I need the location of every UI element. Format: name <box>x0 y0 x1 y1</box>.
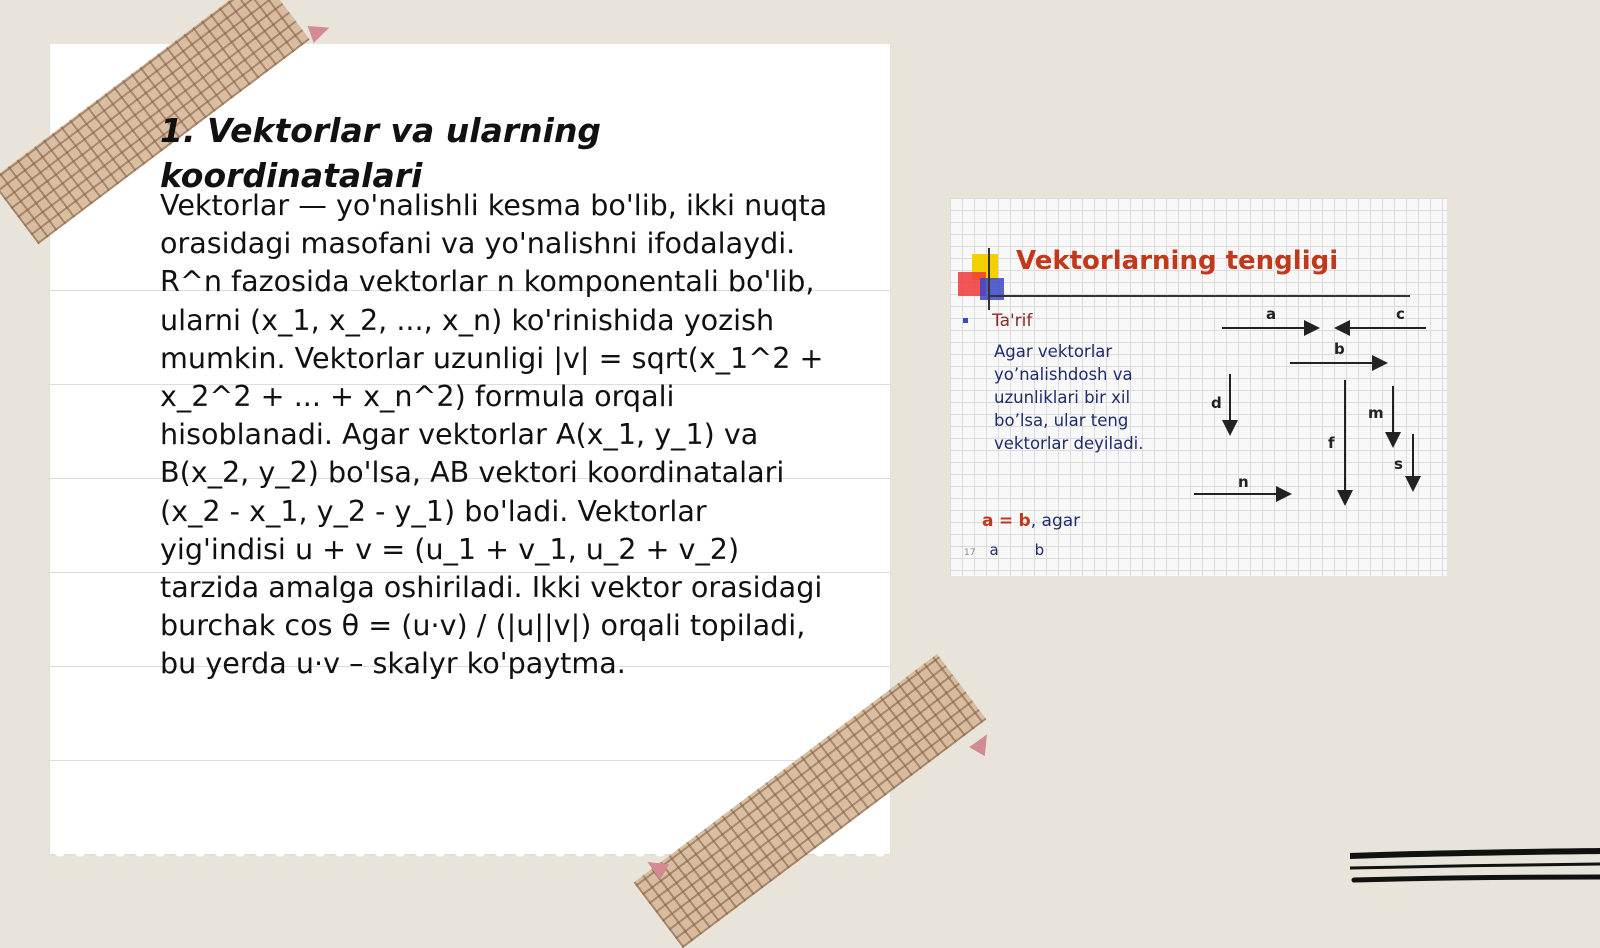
slide-title: 1. Vektorlar va ularning koordinatalari <box>160 111 602 195</box>
slide-body-text: Vektorlar — yo'nalishli kesma bo'lib, ikki nuqta orasidagi masofani va yo'nalishni ifodalaydi. R^n fazosida vektorlar n komponentali bo'lib, ularni (x_1, x_2, ..., x_n) ko'rinishida yozish mumkin. Vektorlar uzunligi |v| = sqrt(x_1^2 + x_2^2 + ... + x_n^2) formula orqali hisoblanadi. Agar vektorlar A(x_1, y_1) va B(x_2, y_2) bo'lsa, AB vektori koordinatalari (x_2 - x_1, y_2 - y_1) bo'ladi. Vektorlar yig'indisi u + v = (u_1 + v_1, u_2 + v_2) tarzida amalga oshiriladi. Ikki vektor orasidagi burchak cos θ = (u·v) / (|u||v|) orqali topiladi, bu yerda u·v – skalyr ko'paytma. <box>160 188 828 681</box>
condition-equals-sign: = <box>998 511 1014 531</box>
pink-pin-icon <box>969 730 995 756</box>
vector-a-label: a <box>1266 305 1277 323</box>
pink-pin-icon <box>308 19 333 43</box>
vector-f-label: f <box>1328 434 1335 452</box>
decorative-lines <box>1350 848 1600 888</box>
vector-n-label: n <box>1238 473 1249 491</box>
figure-title: Vektorlarning tengligi <box>1016 246 1339 276</box>
vector-equality-figure <box>950 198 1447 576</box>
bottom-vector-a: a <box>989 541 999 559</box>
vector-b-label: b <box>1334 340 1345 358</box>
paper-rule-line <box>50 760 890 761</box>
condition-vector-a: a <box>982 511 994 531</box>
definition-text: Agar vektorlar yo’nalishdosh va uzunliklari bir xil bo’lsa, ular teng vektorlar deyiladi. <box>994 342 1144 453</box>
definition-term: Ta'rif <box>992 311 1033 331</box>
vector-arrows-diagram <box>950 198 1447 576</box>
bottom-vector-b: b <box>1034 541 1045 559</box>
vector-c-label: c <box>1396 305 1405 323</box>
vector-s-label: s <box>1394 455 1403 473</box>
vector-d-label: d <box>1211 394 1222 412</box>
condition-text: , agar <box>1030 511 1081 531</box>
vector-m-label: m <box>1368 404 1384 422</box>
slide-number: 17 <box>964 548 976 558</box>
condition-vector-b: b <box>1018 511 1031 531</box>
